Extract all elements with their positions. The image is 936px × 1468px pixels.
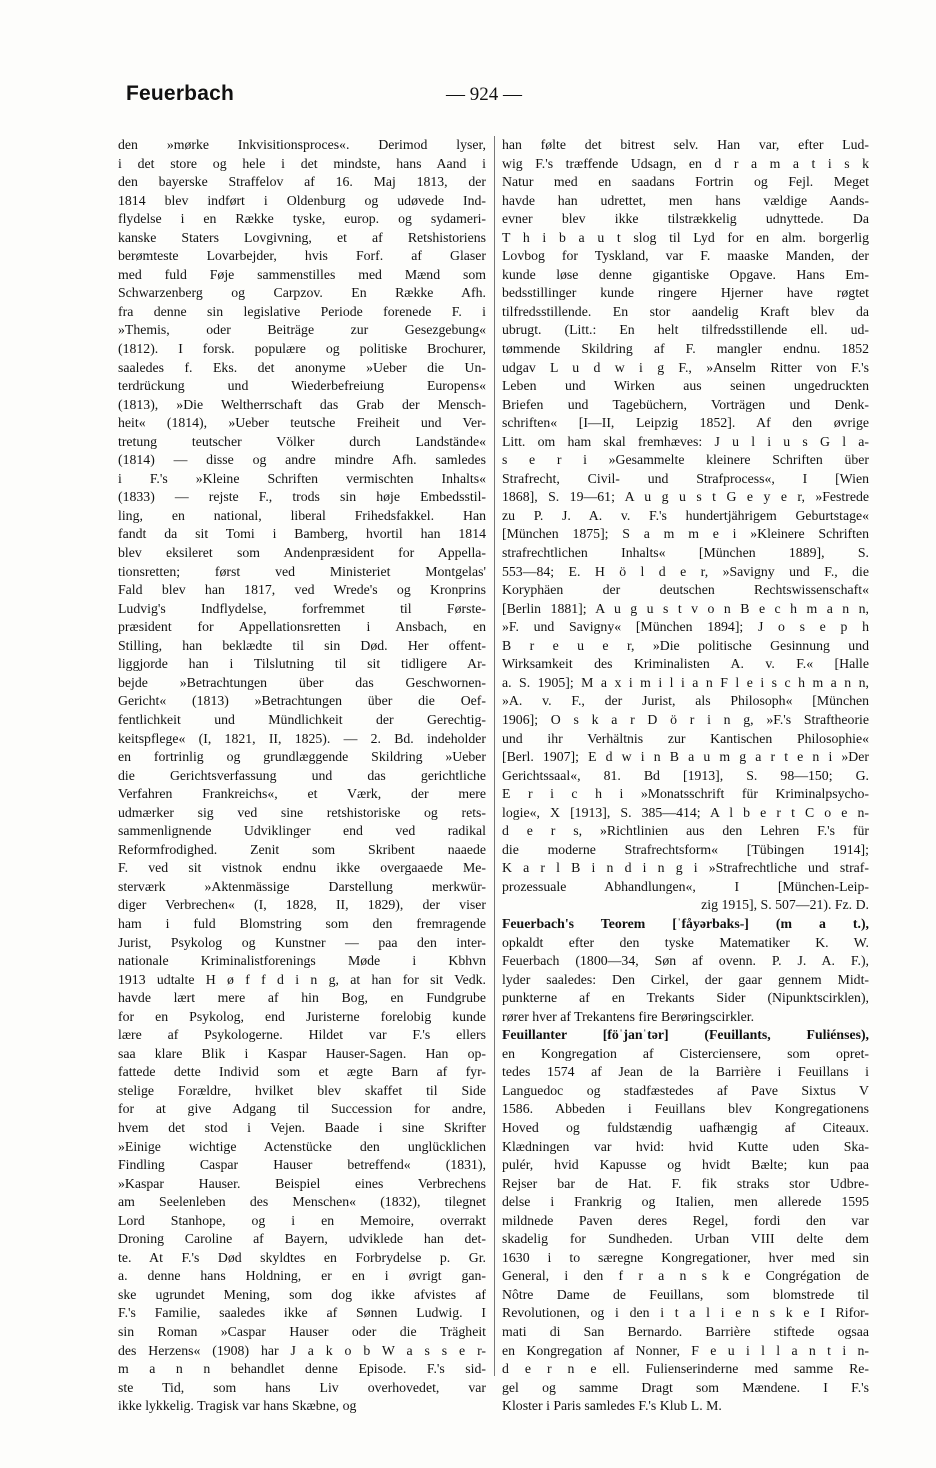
- left-column-line: fattede dette Individ som et ægte Barn af fyr-: [118, 1064, 486, 1080]
- left-column-line: for at give Adgang til Succession for andre,: [118, 1101, 486, 1117]
- right-column-line: tedes 1574 af Jean de la Barrière i Feuillans i: [502, 1064, 869, 1080]
- left-column-line: die Gerichtsverfassung und das gerichtliche: [118, 767, 486, 783]
- right-column-line: Feuerbach's Teorem [ˈfåyərbaks-] (m a t.),: [502, 915, 869, 931]
- left-column-line: Lord Stanhope, og i en Memoire, overrakt: [118, 1212, 486, 1228]
- right-column-line: han følte det bitrest selv. Han var, efter Lud-: [502, 137, 869, 152]
- right-column-line: mati di San Bernardo. Barrière stiftede ogsaa: [502, 1324, 869, 1339]
- left-column-line: keitspflege« (I, 1821, II, 1825). — 2. Bd. indeholder: [118, 730, 486, 746]
- left-column-line: (1833) — rejste F., trods sin høje Embedsstil-: [118, 489, 486, 505]
- running-head-word: Feuerbach: [126, 82, 234, 105]
- left-column-line: 1913 udtalte H ø f f d i n g, at han for sit Vedk.: [118, 971, 486, 987]
- right-column-line: bedsstillinger kunde ringere Hjerner have røgtet: [502, 285, 869, 301]
- right-column-line: Litt. om ham skal fremhæves: J u l i u s G l a-: [502, 433, 869, 449]
- left-column-line: ste Tid, som hans Liv overhovedet, var: [118, 1379, 486, 1395]
- right-column-line: Wirksamkeit des Kriminalisten A. v. F.« [Halle: [502, 656, 869, 672]
- left-column-line: fandt da sit Tomi i Bamberg, hvortil han 1814: [118, 526, 486, 542]
- left-column-line: diger Verbrechen« (I, 1828, II, 1829), der viser: [118, 897, 486, 913]
- right-column-line: Briefen und Tagebüchern, Vorträgen und Denk-: [502, 396, 869, 412]
- right-column-line: 553—84; E. H ö l d e r, »Savigny und F., die: [502, 563, 869, 579]
- right-column-line: die moderne Strafrechtsform« [Tübingen 1914];: [502, 841, 869, 857]
- right-column-line: Hoved og fuldstændig uafhængig af Citeaux.: [502, 1119, 869, 1135]
- right-column-line: Kloster i Paris samledes F.'s Klub L. M.: [502, 1398, 722, 1414]
- left-column-line: Findling Caspar Hauser betreffend« (1831),: [118, 1157, 486, 1173]
- right-column-line: tilfredsstillende. En stor aandelig Kraft blev da: [502, 303, 869, 319]
- right-column-line: pulér, hvid Kapusse og hvidt Bælte; kun paa: [502, 1157, 869, 1173]
- right-column-line: strafrechtlichen Inhalts« [München 1889], S.: [502, 545, 869, 561]
- right-column-line: Koryphäen der deutschen Rechtswissenschaft«: [502, 582, 869, 598]
- right-column-line: Strafrecht, Civil- und Strafprocess«, I [Wien: [502, 470, 869, 486]
- left-column-line: den bayerske Straffelov af 16. Maj 1813, der: [118, 174, 486, 190]
- page-number: — 924 —: [446, 84, 522, 105]
- left-column-line: berømteste Lovarbejder, hvis Forf. af Glaser: [118, 248, 486, 264]
- left-column-line: heit« (1814), »Ueber teutsche Freiheit und Ver-: [118, 415, 486, 431]
- left-column-line: Stilling, han beklædte til sin Død. Her offent-: [118, 637, 486, 653]
- right-column-line: evner blev ikke tilstrækkelig udnyttede. Da: [502, 211, 869, 227]
- left-column-line: F.'s Familie, saaledes ikke af Sønnen Ludwig. I: [118, 1305, 486, 1321]
- left-column-line: Droning Caroline af Bayern, udviklede han det-: [118, 1231, 486, 1247]
- left-column-line: terdrückung und Wiederbefreiung Europens«: [118, 378, 486, 394]
- left-column-line: F. ved sit vistnok endnu ikke overgaaede Me-: [118, 860, 486, 876]
- right-column-line: B r e u e r, »Die politische Gesinnung und: [502, 637, 869, 653]
- right-column-line: opkaldt efter den tyske Matematiker K. W.: [502, 934, 869, 950]
- left-column-line: des Herzens« (1908) har J a k o b W a s s e r-: [118, 1342, 486, 1358]
- right-column-line: Klædningen var hvid: hvid Kutte uden Ska-: [502, 1138, 869, 1154]
- right-column-line: Lovbog for Tyskland, var F. maaske Manden, der: [502, 248, 869, 264]
- left-column-line: »Kaspar Hauser. Beispiel eines Verbrechens: [118, 1175, 486, 1191]
- right-column-line: tømmende Skildring af F. mangler endnu. 1852: [502, 341, 869, 357]
- left-column-line: sammenlignende Udviklinger end ved radikal: [118, 823, 486, 839]
- left-column-line: nationale Kriminalistforenings Møde i Kbhvn: [118, 953, 486, 969]
- right-column-line: prozessuale Abhandlungen«, I [München-Leip-: [502, 878, 869, 894]
- right-column-line: a. S. 1905]; M a x i m i l i a n F l e i s c h m a n n,: [502, 674, 869, 690]
- left-column-line: a. denne hans Holdning, er en i øvrigt gan-: [118, 1268, 486, 1284]
- left-column-line: saa klare Blik i Kaspar Hauser-Sagen. Han op-: [118, 1045, 486, 1061]
- left-column-line: Schwarzenberg og Carpzov. En Række Afh.: [118, 285, 486, 301]
- right-column: [502, 136, 869, 1416]
- right-column-line: wig F.'s træffende Udsagn, en d r a m a t i s k: [502, 155, 869, 171]
- left-column-line: blev eksileret som Andenpræsident for Appella-: [118, 545, 486, 561]
- left-column-line: Verfahren Frankreichs«, et Værk, der mere: [118, 786, 486, 802]
- right-column-line: punkterne af en Trekants Sider (Nipunktscirklen),: [502, 990, 869, 1006]
- left-column-line: for en Psykolog, end Juristerne forelobig kunde: [118, 1008, 486, 1024]
- right-column-line: skadelig for Sundheden. Urban VIII delte dem: [502, 1231, 869, 1247]
- left-column-line: m a n n behandlet denne Episode. F.'s sid-: [118, 1361, 486, 1377]
- right-column-line: 1630 i to særegne Kongregationer, hver med sin: [502, 1249, 869, 1265]
- right-column-line: 1906]; O s k a r D ö r i n g, »F.'s Straftheorie: [502, 711, 869, 727]
- right-column-line: [München 1875]; S a m m e i »Kleinere Schriften: [502, 526, 869, 542]
- right-column-line: Gerichtssaal«, 81. Bd [1913], S. 98—150; G.: [502, 767, 869, 783]
- right-column-line: schriften« [I—II, Leipzig 1852]. Af den øvrige: [502, 415, 869, 431]
- right-column-line: kunde løse denne gigantiske Opgave. Hans Em-: [502, 266, 869, 282]
- left-column-line: præsident for Appellationsretten i Ansbach, en: [118, 619, 486, 635]
- left-column-line: 1814 blev indført i Oldenburg og udøvede Ind-: [118, 192, 486, 208]
- left-column-line: saaledes f. Eks. det anonyme »Ueber die Un-: [118, 359, 486, 375]
- right-column-line: Revolutionen, og i den i t a l i e n s k e I Rifor-: [502, 1305, 869, 1321]
- left-column-line: (1812). I forsk. populære og politiske Brochurer,: [118, 341, 486, 357]
- left-column-line: ham i fuld Blomstring som den fremragende: [118, 915, 486, 931]
- right-column-line: s e r i »Gesammelte kleinere Schriften über: [502, 452, 869, 468]
- left-column-line: Reformfrodighed. Zenit som Skribent naaede: [118, 841, 486, 857]
- left-column-line: Gericht« (1813) »Betrachtungen über die Oef-: [118, 693, 486, 709]
- right-column-line: en Kongregation af Nonner, F e u i l l a n t i n-: [502, 1342, 869, 1358]
- left-column-line: fentlichkeit und Mündlichkeit der Gerechtig-: [118, 711, 486, 727]
- right-column-line: 1586. Abbeden i Feuillans blev Kongregationens: [502, 1101, 869, 1117]
- left-column-line: bejde »Betrachtungen über das Geschwornen-: [118, 674, 486, 690]
- left-column-line: »Einige wichtige Actenstücke den unglücklichen: [118, 1138, 486, 1154]
- right-column-line: lyder saaledes: Den Cirkel, der gaar gennem Midt-: [502, 971, 869, 987]
- right-column-line: Natur med en saadans Fortrin og Fejl. Meget: [502, 174, 869, 190]
- left-column-line: Jurist, Psykolog og Kunstner — paa den inter-: [118, 934, 486, 950]
- left-column-line: hvem det stod i Vejen. Baade i sine Skrifter: [118, 1119, 486, 1135]
- left-column-line: ling, en national, liberal Frihedsfakkel. Han: [118, 507, 486, 523]
- right-column-line: 1868], S. 19—61; A u g u s t G e y e r, »Festrede: [502, 489, 869, 505]
- right-column-line: zu P. J. A. v. F.'s hundertjährigem Geburtstage«: [502, 507, 869, 523]
- left-column-line: den »mørke Inkvisitionsproces«. Derimod lyser,: [118, 137, 486, 152]
- left-column: [118, 136, 486, 1416]
- left-column-line: (1813), »Die Weltherrschaft das Grab der Mensch-: [118, 396, 486, 412]
- right-column-line: T h i b a u t slog til Lyd for en alm. borgerlig: [502, 229, 869, 245]
- right-column-line: en Kongregation af Cisterciensere, som opret-: [502, 1045, 869, 1061]
- right-column-line: Nôtre Dame de Feuillans, som blomstrede til: [502, 1286, 869, 1302]
- left-column-line: te. At F.'s Død skyldtes en Forbrydelse p. Gr.: [118, 1249, 486, 1265]
- left-column-line: ikke lykkelig. Tragisk var hans Skæbne, og: [118, 1398, 357, 1414]
- left-column-line: lære af Psykologerne. Hildet var F.'s ellers: [118, 1027, 486, 1043]
- left-column-line: sterværk »Aktenmässige Darstellung merkwür-: [118, 878, 486, 894]
- left-column-line: fra denne sin legislative Periode forenede F. i: [118, 303, 486, 319]
- left-column-line: havde lært mere af hin Bog, en Fundgrube: [118, 990, 486, 1006]
- left-column-line: i F.'s »Kleine Schriften vermischten Inhalts«: [118, 470, 486, 486]
- left-column-line: Fald blev han 1817, ved Wrede's og Kronprins: [118, 582, 486, 598]
- left-column-line: med fuld Føje sammenstilles med Mænd som: [118, 266, 486, 282]
- right-column-line: Rejser bar de Hat. F. fik straks stor Udbre-: [502, 1175, 869, 1191]
- right-column-line: zig 1915], S. 507—21). Fz. D.: [701, 897, 869, 913]
- left-column-line: ske ugrundet Mening, som dog ikke afvistes af: [118, 1286, 486, 1302]
- right-column-line: d e r n e ell. Fulienserinderne med samme Re-: [502, 1361, 869, 1377]
- right-column-line: Languedoc og stadfæstedes af Pave Sixtus V: [502, 1082, 869, 1098]
- right-column-line: rører hver af Trekantens fire Berøringscirkler.: [502, 1008, 755, 1024]
- left-column-line: sin Roman »Caspar Hauser oder die Trägheit: [118, 1324, 486, 1339]
- left-column-line: »Themis, oder Beiträge zur Gesezgebung«: [118, 322, 486, 338]
- right-column-line: udgav L u d w i g F., »Anselm Ritter von F.'s: [502, 359, 869, 375]
- right-column-line: [Berl. 1907]; E d w i n B a u m g a r t e n i »Der: [502, 749, 869, 765]
- left-column-line: liggjorde han i Tilslutning til sit tidligere Ar-: [118, 656, 486, 672]
- left-column-line: udmærker sig ved sine retshistoriske og rets-: [118, 804, 486, 820]
- right-column-line: Feuerbach (1800—34, Søn af ovenn. P. J. A. F.),: [502, 953, 869, 969]
- right-column-line: General, i den f r a n s k e Congrégation de: [502, 1268, 869, 1284]
- left-column-line: tionsretten; først ved Ministeriet Montgelas': [118, 563, 486, 579]
- right-column-line: delse i Frankrig og Italien, men allerede 1595: [502, 1194, 869, 1210]
- right-column-line: ubrugt. (Litt.: En helt tilfredsstillende ell. ud-: [502, 322, 869, 338]
- left-column-line: stelige Forældre, hvilket blev skaffet til Side: [118, 1082, 486, 1098]
- left-column-line: kanske Staters Lovgivning, et af Retshistoriens: [118, 229, 486, 245]
- right-column-line: d e r s, »Richtlinien aus den Lehren F.'s für: [502, 823, 869, 839]
- right-column-line: havde han udrettet, men hans vældige Aands-: [502, 192, 869, 208]
- right-column-line: logie«, X [1913], S. 385—414; A l b e r t C o e n-: [502, 804, 869, 820]
- right-column-line: »F. und Savigny« [München 1894]; J o s e p h: [502, 619, 869, 635]
- right-column-line: mildnede Paven deres Regel, fordi den var: [502, 1212, 869, 1228]
- right-column-line: »A. v. F., der Jurist, als Philosoph« [München: [502, 693, 869, 709]
- column-divider: [494, 136, 495, 1376]
- left-column-line: (1814) — disse og andre mindre Afh. samledes: [118, 452, 486, 468]
- right-column-line: [Berlin 1881]; A u g u s t v o n B e c h m a n n,: [502, 600, 869, 616]
- right-column-line: E r i c h i »Monatsschrift für Kriminalpsycho-: [502, 786, 869, 802]
- right-column-line: gel og samme Dragt som Mændene. I F.'s: [502, 1379, 869, 1395]
- left-column-line: am Seelenleben des Menschen« (1832), tilegnet: [118, 1194, 486, 1210]
- left-column-line: en fortrinlig og grundlæggende Skildring »Ueber: [118, 749, 486, 765]
- right-column-line: Leben und Wirken aus seinen ungedruckten: [502, 378, 869, 394]
- right-column-line: und ihr Verhältnis zur Kantischen Philosophie«: [502, 730, 869, 746]
- left-column-line: flydelse i en Række tyske, europ. og sydameri-: [118, 211, 486, 227]
- left-column-line: Ludvig's Indflydelse, forfremmet til Første-: [118, 600, 486, 616]
- right-column-line: K a r l B i n d i n g i »Strafrechtliche und straf-: [502, 860, 869, 876]
- left-column-line: i det store og hele i det mindste, hans Aand i: [118, 155, 486, 171]
- left-column-line: tretung teutscher Völker durch Landstände«: [118, 433, 486, 449]
- right-column-line: Feuillanter [föˈjanˈtər] (Feuillants, Fuliénses),: [502, 1027, 869, 1043]
